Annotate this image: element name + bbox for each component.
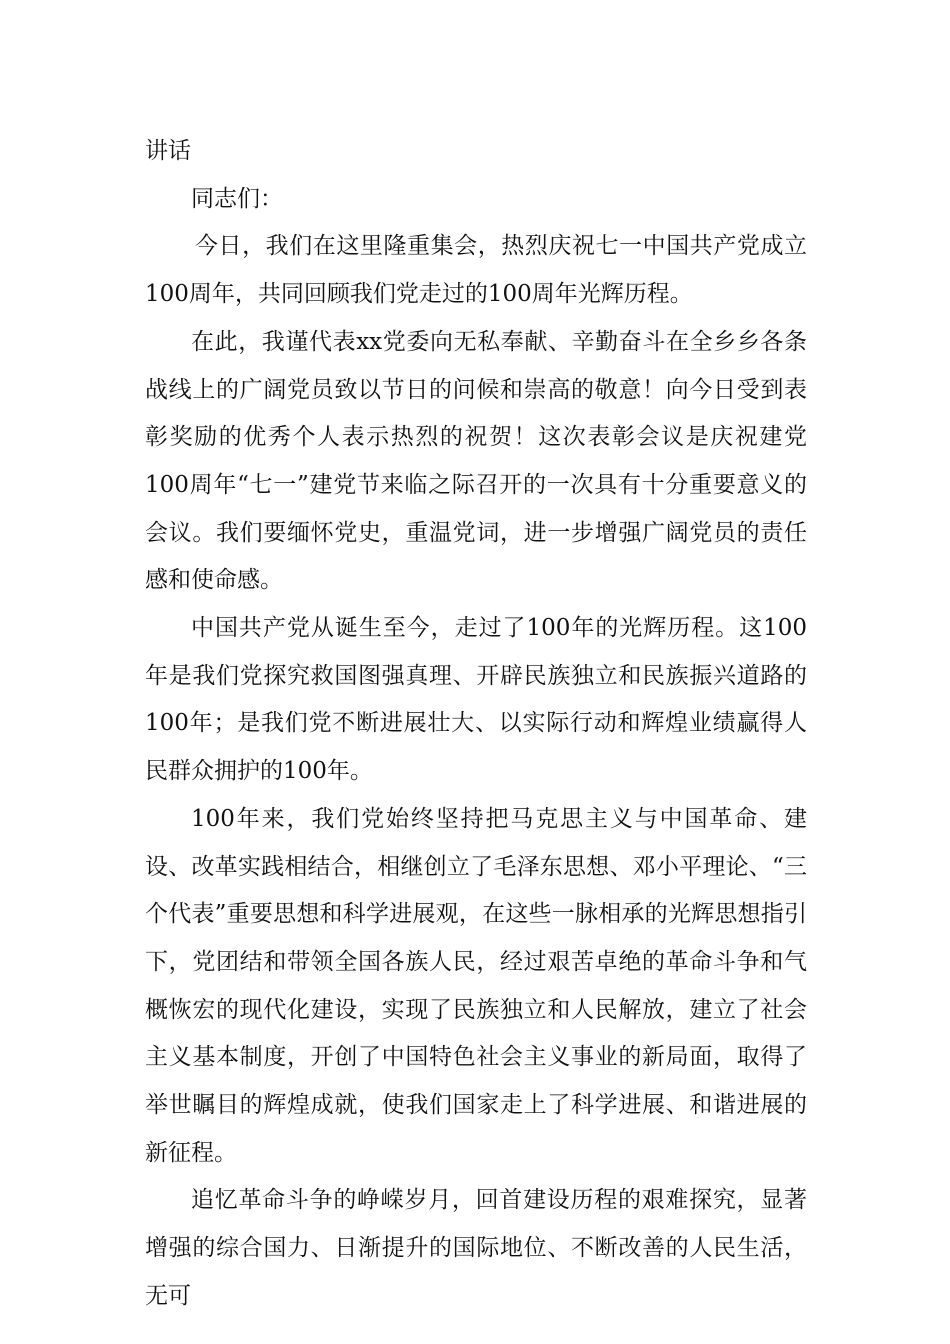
salutation: 同志们： [191, 185, 283, 212]
paragraph-history: 中国共产党从诞生至今，走过了100年的光辉历程。这100年是我们党探究救国图强真理、开辟民族独立和民族振兴道路的100年；是我们党不断进展壮大、以实际行动和辉煌业绩赢得人民群众拥护的100年。 [145, 615, 807, 785]
paragraph-greetings: 在此，我谨代表xx党委向无私奉献、辛勤奋斗在全乡乡各条战线上的广阔党员致以节日的问候和崇高的敬意！向今日受到表彰奖励的优秀个人表示热烈的祝贺！这次表彰会议是庆祝建党100周年“七一”建党节来临之际召开的一次具有十分重要意义的会议。我们要缅怀党史，重温党词，进一步增强广阔党员的责任感和使命感。 [145, 328, 807, 594]
document-heading: 讲话 [145, 138, 191, 164]
paragraph-opening: 今日，我们在这里隆重集会，热烈庆祝七一中国共产党成立100周年，共同回顾我们党走过的100周年光辉历程。 [145, 233, 807, 308]
document-body [145, 128, 807, 1321]
paragraph-reflection: 追忆革命斗争的峥嵘岁月，回首建设历程的艰难探究，显著增强的综合国力、日渐提升的国际地位、不断改善的人民生活，无可 [145, 1187, 807, 1309]
paragraph-achievements: 100年来，我们党始终坚持把马克思主义与中国革命、建设、改革实践相结合，相继创立了毛泽东思想、邓小平理论、“三个代表”重要思想和科学进展观，在这些一脉相承的光辉思想指引下，党团结和带领全国各族人民，经过艰苦卓绝的革命斗争和气概恢宏的现代化建设，实现了民族独立和人民解放，建立了社会主义基本制度，开创了中国特色社会主义事业的新局面，取得了举世瞩目的辉煌成就，使我们国家走上了科学进展、和谐进展的新征程。 [145, 805, 807, 1166]
